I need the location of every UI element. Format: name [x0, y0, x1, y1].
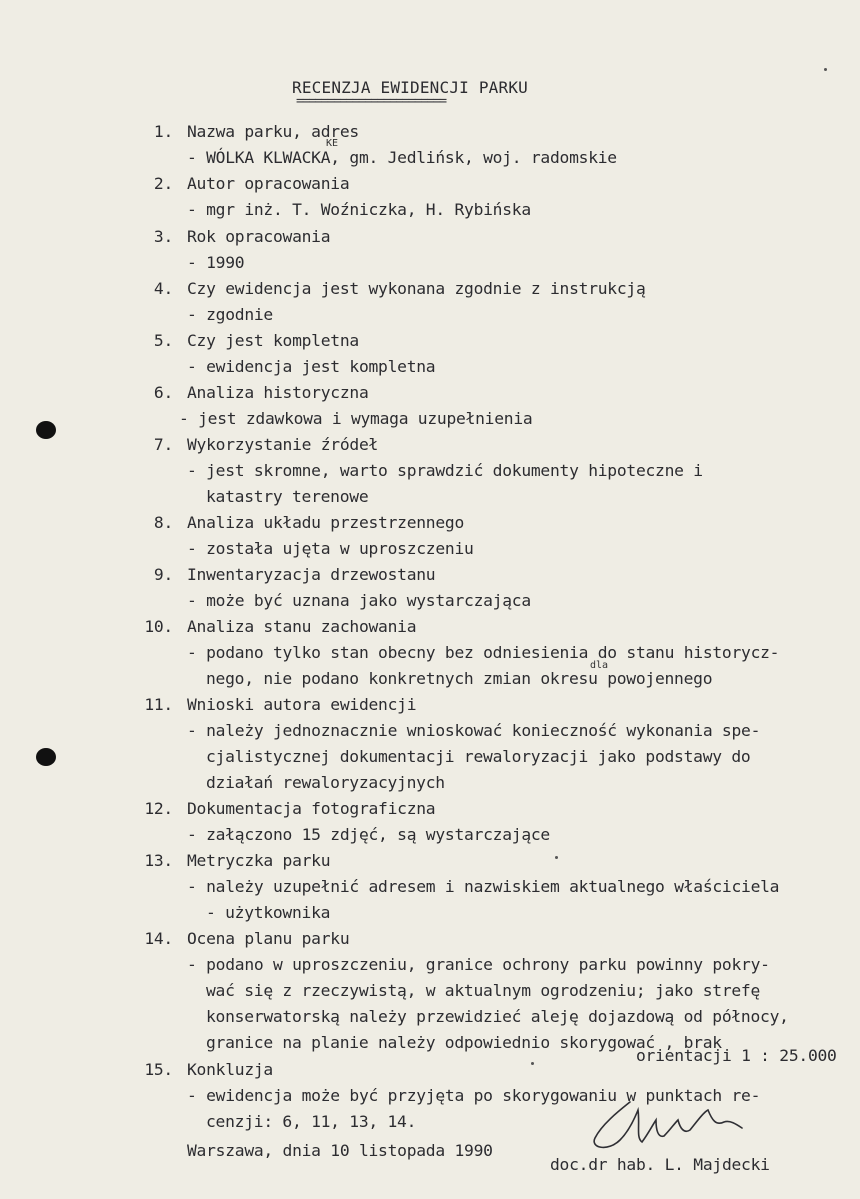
- handwritten-signature: [590, 1090, 760, 1160]
- document-title: RECENZJA EWIDENCJI PARKU: [292, 78, 528, 97]
- item-number: 4.: [153, 279, 173, 298]
- paper-speck: [555, 856, 558, 859]
- item-heading: Metryczka parku: [187, 851, 331, 870]
- item-line: - może być uznana jako wystarczająca: [187, 591, 531, 610]
- item-line: wać się z rzeczywistą, w aktualnym ogrodzeniu; jako strefę: [206, 981, 761, 1000]
- item-number: 6.: [153, 383, 173, 402]
- handwritten-insertion: dla: [590, 660, 609, 671]
- item-line: - 1990: [187, 253, 245, 272]
- item-number: 12.: [144, 799, 173, 818]
- item-line: - zgodnie: [187, 305, 273, 324]
- item-line: granice na planie należy odpowiednio skorygować , brak: [206, 1033, 722, 1052]
- signatory-name: doc.dr hab. L. Majdecki: [550, 1155, 770, 1174]
- handwritten-correction: KE: [326, 138, 339, 149]
- item-heading: Rok opracowania: [187, 227, 331, 246]
- item-line: - należy jednoznacznie wnioskować konieczność wykonania spe-: [187, 721, 761, 740]
- item-number: 7.: [153, 435, 173, 454]
- item-heading: Inwentaryzacja drzewostanu: [187, 565, 436, 584]
- item-number: 8.: [153, 513, 173, 532]
- item-heading: Nazwa parku, adres: [187, 122, 359, 141]
- item-number: 11.: [144, 695, 173, 714]
- item-line: działań rewaloryzacyjnych: [206, 773, 445, 792]
- item-heading: Ocena planu parku: [187, 929, 350, 948]
- item-number: 14.: [144, 929, 173, 948]
- item-heading: Czy ewidencja jest wykonana zgodnie z instrukcją: [187, 279, 646, 298]
- item-number: 2.: [153, 174, 173, 193]
- item-line: - ewidencja może być przyjęta po skorygowaniu w punktach re-: [187, 1086, 761, 1105]
- item-heading: Wykorzystanie źródeł: [187, 435, 379, 454]
- item-line: - została ujęta w uproszczeniu: [187, 539, 474, 558]
- item-line: - należy uzupełnić adresem i nazwiskiem aktualnego właściciela: [187, 877, 780, 896]
- item-line: - użytkownika: [206, 903, 331, 922]
- item-number: 3.: [153, 227, 173, 246]
- item-line: - WÓLKA KLWACKA, gm. Jedlińsk, woj. radomskie: [187, 148, 617, 167]
- item-heading: Czy jest kompletna: [187, 331, 359, 350]
- item-line: katastry terenowe: [206, 487, 369, 506]
- item-number: 15.: [144, 1060, 173, 1079]
- item-line: cenzji: 6, 11, 13, 14.: [206, 1112, 417, 1131]
- item-line: - załączono 15 zdjęć, są wystarczające: [187, 825, 550, 844]
- item-line: cjalistycznej dokumentacji rewaloryzacji jako podstawy do: [206, 747, 751, 766]
- item-line: - jest skromne, warto sprawdzić dokumenty hipoteczne i: [187, 461, 703, 480]
- item-number: 13.: [144, 851, 173, 870]
- item-line: - ewidencja jest kompletna: [187, 357, 436, 376]
- item-heading: Analiza układu przestrzennego: [187, 513, 465, 532]
- item-heading: Dokumentacja fotograficzna: [187, 799, 436, 818]
- item-number: 5.: [153, 331, 173, 350]
- item-line: - jest zdawkowa i wymaga uzupełnienia: [179, 409, 533, 428]
- item-number: 1.: [153, 122, 173, 141]
- item-line: - podano w uproszczeniu, granice ochrony parku powinny pokry-: [187, 955, 770, 974]
- title-underline: ========================: [296, 94, 446, 109]
- place-and-date: Warszawa, dnia 10 listopada 1990: [187, 1141, 493, 1160]
- item-line: - podano tylko stan obecny bez odniesienia do stanu historycz-: [187, 643, 780, 662]
- punch-hole: [36, 421, 56, 439]
- item-heading: Konkluzja: [187, 1060, 273, 1079]
- paper-speck: [531, 1062, 534, 1065]
- item-heading: Analiza stanu zachowania: [187, 617, 417, 636]
- paper-speck: [824, 68, 827, 71]
- item-heading: Autor opracowania: [187, 174, 350, 193]
- item-line-continuation: orientacji 1 : 25.000: [636, 1046, 837, 1065]
- item-number: 10.: [144, 617, 173, 636]
- item-line: konserwatorską należy przewidzieć aleję dojazdową od północy,: [206, 1007, 789, 1026]
- item-heading: Wnioski autora ewidencji: [187, 695, 417, 714]
- item-number: 9.: [153, 565, 173, 584]
- item-line: nego, nie podano konkretnych zmian okresu powojennego: [206, 669, 713, 688]
- item-line: - mgr inż. T. Woźniczka, H. Rybińska: [187, 200, 531, 219]
- item-heading: Analiza historyczna: [187, 383, 369, 402]
- punch-hole: [36, 748, 56, 766]
